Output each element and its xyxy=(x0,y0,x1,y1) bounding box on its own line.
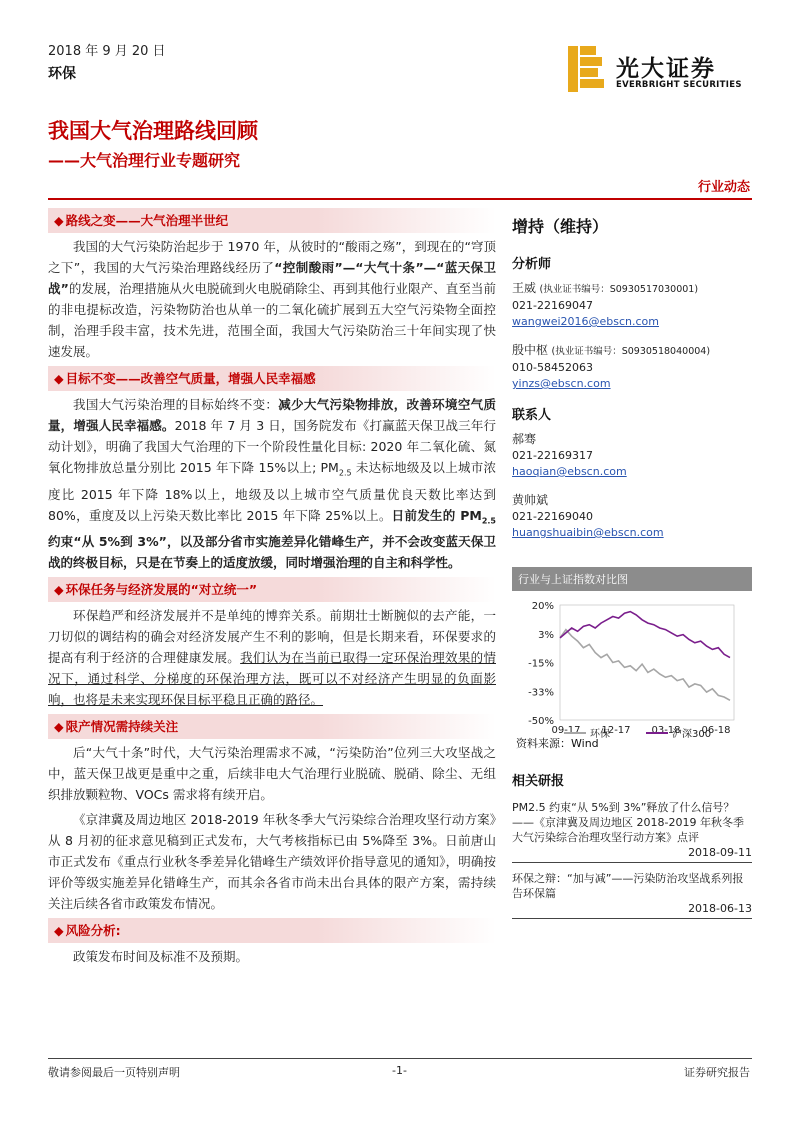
person-card xyxy=(512,280,752,330)
section-heading-text: 环保任务与经济发展的“对立统一” xyxy=(65,582,258,597)
diamond-icon: ◆ xyxy=(54,923,64,938)
text-run: 环保趋严和经济发展并不是单纯的博弈关系。前期壮士断腕似的去产能，一刀切似的调结构的确会对经济发展产生不利的影响，但是长期来看，环保要求的提高有利于经济的合理健康发展。 xyxy=(48,608,496,665)
license-number: (执业证书编号：S0930518040004) xyxy=(551,346,711,357)
sidebar xyxy=(512,208,752,553)
person-name: 殷中枢 xyxy=(512,343,549,357)
section-heading-text: 目标不变——改善空气质量，增强人民幸福感 xyxy=(65,371,316,386)
related-reports xyxy=(512,800,752,927)
analyst-heading: 分析师 xyxy=(512,257,552,272)
section-heading-text: 限产情况需持续关注 xyxy=(65,719,179,734)
logo-english-name: EVERBRIGHT SECURITIES xyxy=(616,80,742,90)
x-tick-label: 06-18 xyxy=(701,725,731,736)
paragraph xyxy=(48,394,496,573)
related-report xyxy=(512,871,752,919)
footer-disclaimer: 敬请参阅最后一页特别声明 xyxy=(48,1066,180,1079)
section-heading xyxy=(48,714,496,739)
email-link[interactable]: wangwei2016@ebscn.com xyxy=(512,315,659,328)
y-tick-label: 20% xyxy=(531,601,554,612)
text-run: 我国大气污染治理的目标始终不变： xyxy=(73,397,279,412)
related-report-date: 2018-09-11 xyxy=(688,846,752,859)
sector-label: 环保 xyxy=(48,66,76,82)
paragraph xyxy=(48,605,496,710)
person-name-line xyxy=(512,342,752,360)
analyst-list xyxy=(512,280,752,392)
contact-heading: 联系人 xyxy=(512,408,552,423)
person-name: 郝骞 xyxy=(512,432,537,446)
x-tick-label: 09-17 xyxy=(551,725,581,736)
related-report-title[interactable]: 环保之辩：“加与减”——污染防治攻坚战系列报告环保篇 xyxy=(512,872,744,900)
y-tick-label: 3% xyxy=(538,629,554,641)
text-run: 我国的大气污染防治起步于 1970 年，从彼时的“酸雨之殇”，到现在的“穹顶之下”，我国的大气污染治理路线经历了 xyxy=(48,239,496,275)
text-run: 2.5 xyxy=(338,468,352,478)
diamond-icon: ◆ xyxy=(54,719,64,734)
phone-number: 021-22169047 xyxy=(512,299,593,312)
person-card xyxy=(512,431,752,480)
footer-rule xyxy=(48,1058,752,1059)
person-name-line xyxy=(512,280,752,298)
text-run: 日前发生的 PM xyxy=(391,507,482,523)
text-run: 2018 年 7 月 3 日，国务院发布《打赢蓝天保卫战三年行动计划》，明确了我国大气治理的下一个阶段性量化目标: 2020 年二氧化硫、氮氧化物排放总量分别比 2015 年下降 15%以上; PM xyxy=(48,418,496,475)
person-name: 王威 xyxy=(512,281,537,295)
section-heading xyxy=(48,918,496,943)
diamond-icon: ◆ xyxy=(54,371,64,386)
chart-plot xyxy=(512,591,752,741)
text-run: 的发展，治理措施从火电脱硫到火电脱硝除尘、再到其他行业限产、直至当前的非电提标改造，污染物防治也从单一的二氧化硫扩展到五大空气污染物全面控制，治理手段丰富，技术先进，范围全面，我国大气污染防治三十年间实现了快速发展。 xyxy=(48,281,496,359)
logo-mark-icon xyxy=(566,44,606,94)
series-line-hs300 xyxy=(560,612,730,658)
page-number: -1- xyxy=(392,1064,407,1077)
paragraph xyxy=(48,946,496,967)
email-link[interactable]: haoqian@ebscn.com xyxy=(512,465,627,478)
legend-label: 沪深300 xyxy=(672,729,712,740)
diamond-icon: ◆ xyxy=(54,213,64,228)
chart-title: 行业与上证指数对比图 xyxy=(512,567,752,591)
diamond-icon: ◆ xyxy=(54,582,64,597)
comparison-chart xyxy=(512,567,752,762)
text-run: 《京津冀及周边地区 2018-2019 年秋冬季大气污染综合治理攻坚行动方案》从 8 月初的征求意见稿到正式发布，大气考核指标已由 5%降至 3%。日前唐山市正式发布《重点行业秋冬季差异化错峰生产绩效评价指导意见的通知》，明确按评价等级实施差异化错峰生产，而其余各省市尚未出台具体的限产方案，需持续关注后续各省市政策发布情况。 xyxy=(48,812,496,911)
x-tick-label: 12-17 xyxy=(601,725,631,736)
person-name-line xyxy=(512,492,752,509)
email-link[interactable]: yinzs@ebscn.com xyxy=(512,377,611,390)
y-tick-label: -33% xyxy=(528,687,554,699)
text-run: 2.5 xyxy=(481,516,496,525)
x-tick-label: 03-18 xyxy=(651,725,681,736)
phone-number: 021-22169040 xyxy=(512,510,593,523)
legend-label: 环保 xyxy=(590,729,610,740)
paragraph xyxy=(48,742,496,805)
text-run: 减少大气污染物排放，改善环境空气质量，增强人民幸福感。 xyxy=(48,397,496,433)
section-heading-text: 风险分析: xyxy=(65,923,121,938)
paragraph xyxy=(48,236,496,362)
phone-number: 010-58452063 xyxy=(512,361,593,374)
report-date: 2018 年 9 月 20 日 xyxy=(48,44,166,59)
y-tick-label: -50% xyxy=(528,716,554,727)
related-report-date: 2018-06-13 xyxy=(688,902,752,915)
footer-doc-type: 证券研究报告 xyxy=(684,1066,750,1079)
paragraph xyxy=(48,809,496,914)
phone-number: 021-22169317 xyxy=(512,449,593,462)
company-logo xyxy=(566,44,766,94)
logo-chinese-name: 光大证券 xyxy=(616,55,716,82)
chart-source: 资料来源：Wind xyxy=(516,737,599,750)
report-title: 我国大气治理路线回顾 xyxy=(48,119,258,143)
text-run: 约束“从 5%到 3%”，以及部分省市实施差异化错峰生产，并不会改变蓝天保卫战的终极目标，只是在节奏上的适度放缓，同时增强治理的自主和科学性。 xyxy=(48,534,496,570)
text-run: 政策发布时间及标准不及预期。 xyxy=(73,949,249,964)
rating: 增持（维持） xyxy=(512,217,609,236)
text-run: 我们认为在当前已取得一定环保治理效果的情况下，通过科学、分梯度的环保治理方法，既可以不对经济产生明显的负面影响，也将是未来实现环保目标平稳且正确的路径。 xyxy=(48,650,496,707)
section-heading-text: 路线之变——大气治理半世纪 xyxy=(65,213,229,228)
main-content xyxy=(48,208,496,971)
contact-list xyxy=(512,431,752,541)
text-run: 后“大气十条”时代，大气污染治理需求不减，“污染防治”位列三大攻坚战之中，蓝天保卫战更是重中之重，后续非电大气治理行业脱硫、脱硝、除尘、无组织排放颗粒物、VOCs 需求将有续开启。 xyxy=(48,745,496,802)
related-heading: 相关研报 xyxy=(512,774,565,789)
email-link[interactable]: huangshuaibin@ebscn.com xyxy=(512,526,664,539)
section-heading xyxy=(48,577,496,602)
doc-type-label: 行业动态 xyxy=(697,180,750,195)
person-name: 黄帅斌 xyxy=(512,493,549,507)
section-heading xyxy=(48,208,496,233)
person-card xyxy=(512,492,752,541)
text-run: “控制酸雨”—“大气十条”—“蓝天保卫战” xyxy=(48,260,497,296)
header-rule xyxy=(48,198,752,200)
related-report-title[interactable]: PM2.5 约束“从 5%到 3%”释放了什么信号？——《京津冀及周边地区 2018-2019 年秋冬季大气污染综合治理攻坚行动方案》点评 xyxy=(512,801,744,844)
report-subtitle: ——大气治理行业专题研究 xyxy=(48,151,241,170)
license-number: (执业证书编号：S0930517030001) xyxy=(539,284,699,295)
related-report xyxy=(512,800,752,863)
person-card xyxy=(512,342,752,392)
y-tick-label: -15% xyxy=(528,658,554,670)
person-name-line xyxy=(512,431,752,448)
series-line-env xyxy=(560,630,730,701)
section-heading xyxy=(48,366,496,391)
text-run: 未达标地级及以上城市浓度比 2015 年下降 18%以上，地级及以上城市空气质量优良天数比率达到 80%，重度及以上污染天数比率比 2015 年下降 25%以上。 xyxy=(48,460,496,523)
